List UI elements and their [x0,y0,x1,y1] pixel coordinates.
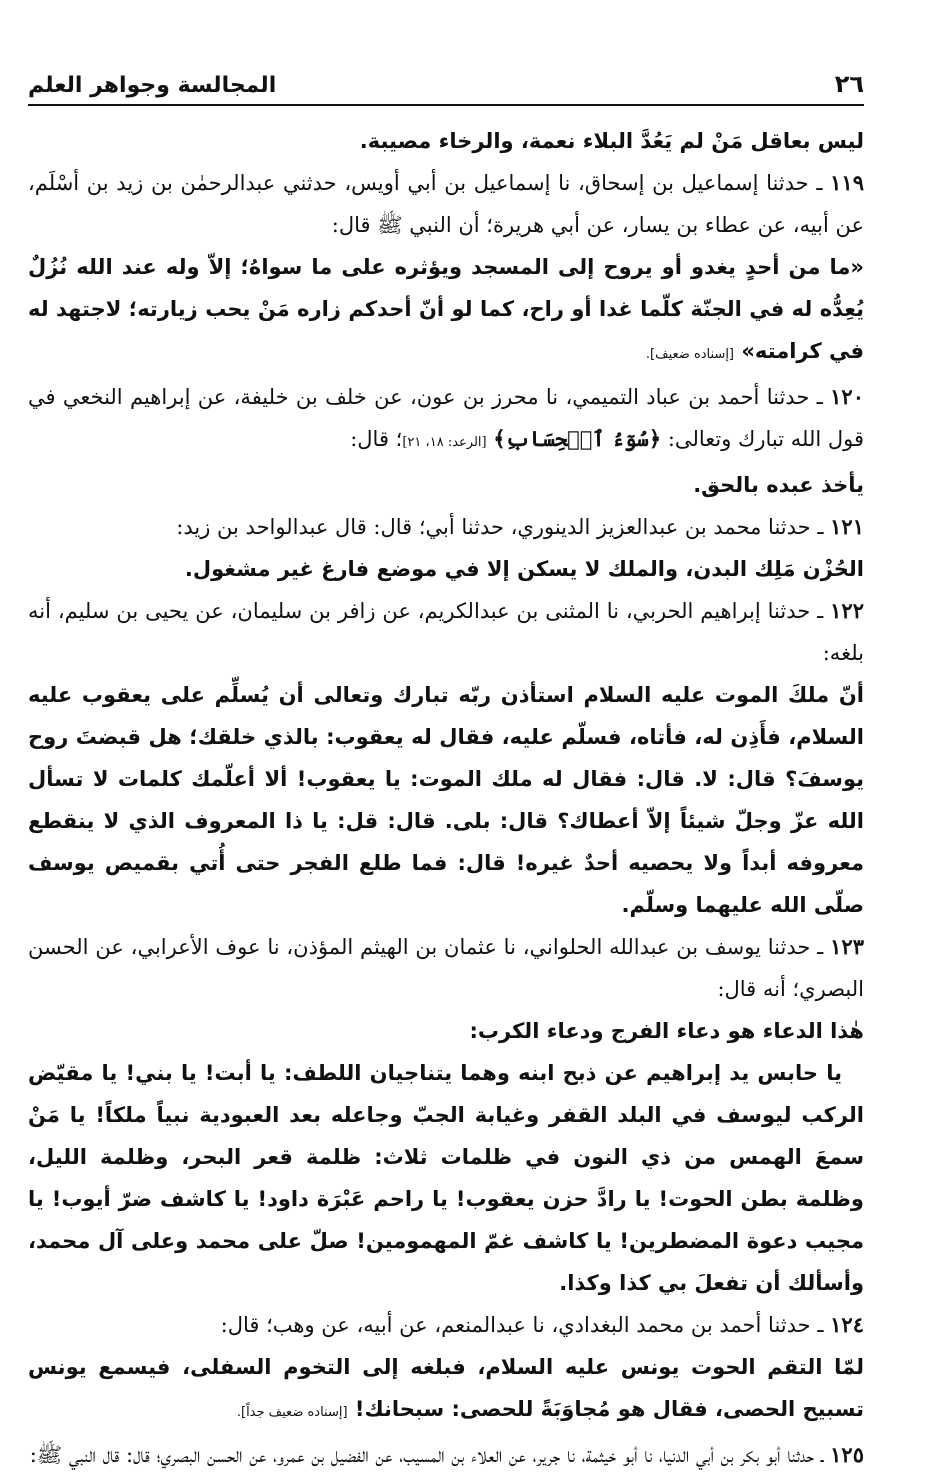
paragraph-text: يا حابس يد إبراهيم عن ذبح ابنه وهما يتناجيان اللطف: يا أبت! يا بني! يا مقيّض الركب ليوسف في البلد القفر وغيابة الجبّ وجاعله بعد العبودية نبياً ملكاً! يا مَنْ سمعَ الهمس من ذي النون في ظلمات ثلاث: ظلمة قعر البحر، وظلمة الليل، وظلمة بطن الحوت! يا رادَّ حزن يعقوب! يا راحم عَبْرَة داود! يا كاشف ضرّ أيوب! يا مجيب دعوة المضطرين! يا كاشف غمّ المهمومين! صلّ على محمد وعلى آل محمد، وأسألك أن تفعلَ بي كذا وكذا. [28,1061,864,1295]
isnad-tail: ؛ قال: [350,427,403,451]
isnad-text: حدثنا أبو بكر بن أبي الدنيا، نا أبو خيثمة، نا جرير، عن العلاء بن المسيب، عن الفضيل بن عمرو، عن الحسن البصري؛ قال: قال النبي ﷺ: [29,1443,815,1467]
hadith-number: ١٢٠ [830,384,864,409]
paragraph-text: أنّ ملكَ الموت عليه السلام استأذن ربّه تبارك وتعالى أن يُسلِّم على يعقوب عليه السلام، فأَذِن له، فأتاه، فسلّم عليه، فقال له يعقوب: بالذي خلقك؛ هل قبضتَ روح يوسفَ؟ قال: لا. قال: فقال له ملك الموت: يا يعقوب! ألا أعلّمك كلمات لا تسأل الله عزّ وجلّ شيئاً إلاّ أعطاك؟ قال: بلى. قال: قل: يا ذا المعروف الذي لا ينقطع معروفه أبداً ولا يحصيه أحدٌ غيره! قال: فما طلع الفجر حتى أُتي بقميص يوسف صلّى الله عليهما وسلّم. [28,683,864,917]
paragraph-text: يأخذ عبده بالحق. [693,473,864,497]
hadith-isnad: ١٢٥ ـ حدثنا أبو بكر بن أبي الدنيا، نا أبو خيثمة، نا جرير، عن العلاء بن المسيب، عن الفضيل بن عمرو، عن الحسن البصري؛ قال: قال النبي ﷺ: [29,1442,864,1467]
hadith-isnad: ١٢٢ ـ حدثنا إبراهيم الحربي، نا المثنى بن عبدالكريم، عن زافر بن سليمان، عن يحيى بن سليم، أنه بلغه: [28,598,864,665]
grading-note: [إسناده ضعيف جداً]. [236,1405,348,1420]
paragraph-text: ليس بعاقل مَنْ لم يَعُدَّ البلاء نعمة، والرخاء مصيبة. [359,129,864,153]
quran-quote: ﴿سُوٓءُ ٱلۡحِسَابِ﴾ [493,426,662,451]
paragraph-text: هٰذا الدعاء هو دعاء الفرج ودعاء الكرب: [469,1019,864,1043]
page-body [28,120,864,1476]
paragraph-text: لمّا التقم الحوت يونس عليه السلام، فبلغه إلى التخوم السفلى، فيسمع يونس تسبيح الحصى، فقال هو مُجاوَبَةً للحصى: سبحانك! [28,1355,864,1421]
grading-note: [إسناده ضعيف]. [645,347,735,362]
isnad-text: حدثنا أحمد بن محمد البغدادي، نا عبدالمنعم، عن أبيه، عن وهب؛ قال: [220,1313,811,1337]
page-number: ٢٦ [834,70,864,98]
text-paragraph [28,548,864,590]
text-paragraph [28,1346,864,1434]
paragraph-text: الحُزْن مَلِك البدن، والملك لا يسكن إلا في موضع فارغ غير مشغول. [184,557,864,581]
hadith-number: ١٢٤ [830,1312,864,1337]
isnad-text: حدثنا إبراهيم الحربي، نا المثنى بن عبدالكريم، عن زافر بن سليمان، عن يحيى بن سليم، أنه بلغه: [28,599,864,665]
hadith-isnad: ١٢٤ ـ حدثنا أحمد بن محمد البغدادي، نا عبدالمنعم، عن أبيه، عن وهب؛ قال: [220,1312,864,1337]
hadith-number: ١٢٣ [830,934,864,959]
hadith-number: ١١٩ [830,170,864,195]
text-paragraph [28,120,864,162]
quran-reference: [الرعد: ١٨، ٢١] [402,435,487,450]
text-paragraph [28,464,864,506]
hadith-isnad: ١٢٣ ـ حدثنا يوسف بن عبدالله الحلواني، نا عثمان بن الهيثم المؤذن، نا عوف الأعرابي، عن الحسن البصري؛ أنه قال: [28,934,864,1001]
isnad-text: حدثنا يوسف بن عبدالله الحلواني، نا عثمان بن الهيثم المؤذن، نا عوف الأعرابي، عن الحسن البصري؛ أنه قال: [28,935,864,1001]
isnad-text: حدثنا محمد بن عبدالعزيز الدينوري، حدثنا أبي؛ قال: قال عبدالواحد بن زيد: [176,515,811,539]
hadith-number: ١٢١ [830,514,864,539]
isnad-text: حدثنا أحمد بن عباد التميمي، نا محرز بن عون، عن خلف بن خليفة، عن إبراهيم النخعي في قول الله تبارك وتعالى: [28,385,864,451]
hadith-isnad: ١٢٠ ـ حدثنا أحمد بن عباد التميمي، نا محرز بن عون، عن خلف بن خليفة، عن إبراهيم النخعي في قول الله تبارك وتعالى: ﴿سُوٓءُ ٱلۡحِسَابِ﴾ [الرعد: ١٨، ٢١]؛ قال: [28,384,864,451]
hadith-isnad: ١١٩ ـ حدثنا إسماعيل بن إسحاق، نا إسماعيل بن أبي أويس، حدثني عبدالرحمٰن بن زيد بن أسْلَم، عن أبيه، عن عطاء بن يسار، عن أبي هريرة؛ أن النبي ﷺ قال: [28,170,864,237]
hadith-number: ١٢٢ [830,598,864,623]
hadith-isnad: ١٢١ ـ حدثنا محمد بن عبدالعزيز الدينوري، حدثنا أبي؛ قال: قال عبدالواحد بن زيد: [176,514,864,539]
supplication-paragraph [28,1052,864,1304]
text-paragraph [28,1010,864,1052]
text-paragraph [28,246,864,376]
page-header [28,60,864,106]
text-paragraph [28,674,864,926]
isnad-text: حدثنا إسماعيل بن إسحاق، نا إسماعيل بن أبي أويس، حدثني عبدالرحمٰن بن زيد بن أسْلَم، عن أبيه، عن عطاء بن يسار، عن أبي هريرة؛ أن النبي ﷺ قال: [28,171,864,237]
book-title: المجالسة وجواهر العلم [28,73,277,98]
hadith-number: ١٢٥ [830,1442,864,1467]
paragraph-text: «ما من أحدٍ يغدو أو يروح إلى المسجد ويؤثره على ما سواهُ؛ إلاّ وله عند الله نُزُلٌ يُعِدُّه له في الجنّة كلّما غدا أو راح، كما لو أنّ أحدكم زاره مَنْ يحب زيارته؛ لاجتهد له في كرامته» [28,255,864,363]
